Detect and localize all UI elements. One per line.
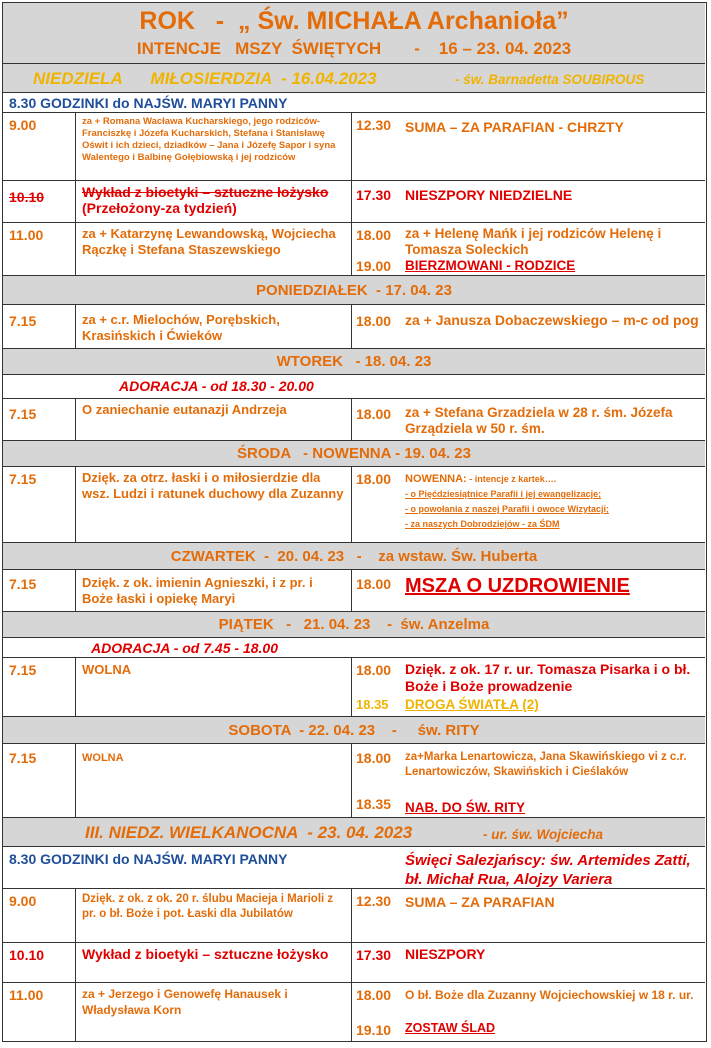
mass-intention [75,181,351,223]
mass-row [3,304,705,348]
mass-intention: WOLNA [75,658,351,717]
mass-row [3,942,705,982]
header [3,3,705,63]
saint-of-day: - ur. św. Wojciecha [483,827,604,842]
mass-row [3,743,705,817]
mass-row [3,569,705,611]
mass-time: 18.00 [356,662,392,678]
mass-time: 17.30 [351,181,399,223]
mass-time: 17.30 [351,943,399,983]
mass-row [3,466,705,542]
mass-intention: za + Janusza Dobaczewskiego – m-c od pog [405,312,699,328]
day-title: SOBOTA - 22. 04. 23 - św. RITY [228,722,480,739]
mass-time: 7.15 [9,313,37,329]
novena-intention: - o Pięćdziesiątnice Parafii i jej ewangelizacje; [405,489,602,499]
mass-row [3,982,705,1040]
mass-time: 18.00 [351,305,399,349]
day-title: CZWARTEK - 20. 04. 23 - za wstaw. Św. Huberta [170,548,538,565]
mass-time: 19.10 [356,1022,392,1038]
adoration-label: ADORACJA - od 7.45 - 18.00 [91,640,278,656]
schedule-sheet [2,2,707,1042]
mass-intention: za + Stefana Grzadziela w 28 r. śm. Józefa Grządziela w 50 r. śm. [405,405,673,436]
adoration-label: ADORACJA - od 18.30 - 20.00 [119,378,314,394]
adoration-row [3,637,705,657]
mass-intention: SUMA – ZA PARAFIAN [405,894,555,910]
mass-intention: O bł. Boże dla Zuzanny Wojciechowskiej w 18 r. ur. [405,988,694,1002]
adoration-row [3,374,705,398]
day-header-friday [3,611,705,637]
mass-intention: za + Jerzego i Genowefę Hanausek i Władysława Korn [75,983,351,1041]
mass-intention: NIESZPORY NIEDZIELNE [405,187,573,203]
mass-row [3,888,705,942]
mass-time: 10.10 [9,189,45,205]
day-header-tuesday [3,348,705,374]
mass-time: 11.00 [9,227,44,243]
page-subtitle: INTENCJE MSZY ŚWIĘTYCH - 16 – 23. 04. 2023 [136,39,572,58]
mass-intention: NAB. DO ŚW. RITY [405,800,526,815]
mass-row [3,222,705,275]
day-header-sunday-1 [3,63,705,92]
day-header-thursday [3,542,705,569]
page-title: ROK - „ Św. MICHAŁA Archanioła” [139,7,569,35]
mass-intention: O zaniechanie eutanazji Andrzeja [75,399,351,441]
novena-intentions [399,467,705,532]
mass-time: 18.35 [356,697,389,712]
mass-time: 18.00 [351,467,399,543]
mass-intention: Dzięk. z ok. z ok. 20 r. ślubu Macieja i Marioli z pr. o bł. Boże i pot. Łaski dla Jubilatów [75,889,351,943]
mass-intention: DROGA ŚWIATŁA (2) [405,697,539,712]
novena-note: - intencje z kartek…. [466,474,557,484]
day-header-sunday-2 [3,817,705,846]
mass-time: 18.00 [356,227,392,243]
mass-intention: za + c.r. Mielochów, Porębskich, Krasińskich i Ćwieków [75,305,351,349]
day-title: ŚRODA - NOWENNA - 19. 04. 23 [237,445,471,462]
mass-intention: Dzięk. z ok. 17 r. ur. Tomasza Pisarka i o bł. Boże i Boże prowadzenie [405,661,691,694]
mass-time: 18.00 [351,570,399,612]
mass-time: 9.00 [9,117,37,133]
mass-time: 9.00 [9,893,37,909]
day-header-saturday [3,716,705,743]
mass-row [3,180,705,222]
mass-intention: BIERZMOWANI - RODZICE [405,258,576,273]
mass-time: 10.10 [9,947,45,963]
mass-time: 7.15 [9,406,37,422]
day-header-monday [3,275,705,304]
novena-intention: - za naszych Dobrodziejów - za ŚDM [405,519,560,529]
mass-intention: za + Helenę Mańk i jej rodziców Helenę i Tomasza Soleckich [405,226,662,257]
salesian-saints: Święci Salezjańscy: św. Artemides Zatti, bł. Michał Rua, Alojzy Variera [405,852,691,888]
mass-intention: Dzięk. z ok. imienin Agnieszki, i z pr. i Boże łaski i opiekę Maryi [75,570,351,612]
mass-intention: SUMA – ZA PARAFIAN - CHRZTY [405,119,624,135]
mass-intention: WOLNA [75,744,351,818]
mass-time: 7.15 [9,662,37,678]
mass-time: 12.30 [351,889,399,943]
mass-time: 12.30 [351,113,399,181]
day-title: III. NIEDZ. WIELKANOCNA - 23. 04. 2023 [85,823,413,842]
mass-intention: za + Romana Wacława Kucharskiego, jego rodziców-Franciszkę i Józefa Kucharskich, Stefana i Stanisławę Oświt i ich dzieci, dziadków – Jana i Józefę Sapor i syna Walentego i Balbinę Gołębiowską i jej rodziców [75,113,351,181]
mass-intention: za + Katarzynę Lewandowską, Wojciecha Rączkę i Stefana Staszewskiego [75,223,351,276]
day-title: PONIEDZIAŁEK - 17. 04. 23 [256,282,452,299]
mass-intention: NIESZPORY [405,946,486,962]
godzinki-label: 8.30 GODZINKI do NAJŚW. MARYI PANNY [9,851,288,867]
novena-intention: - o powołania z naszej Parafii i owoce Wizytacji; [405,504,609,514]
mass-intention: za+Marka Lenartowicza, Jana Skawińskiego vi z c.r. Lenartowiczów, Skawińskich i Cieślaków [405,751,687,778]
mass-time: 7.15 [9,471,37,487]
saint-of-day: - św. Barnadetta SOUBIROUS [455,72,645,87]
mass-intention: MSZA O UZDROWIENIE [405,575,630,597]
mass-time: 7.15 [9,750,37,766]
mass-time: 7.15 [9,576,37,592]
day-title: WTOREK - 18. 04. 23 [276,353,432,370]
day-header-wednesday [3,440,705,466]
godzinki-row [3,846,705,888]
novena-heading: NOWENNA: [405,473,467,485]
godzinki-row [3,92,705,112]
mass-time: 18.00 [351,399,399,441]
mass-time: 11.00 [9,987,44,1003]
mass-intention: Dzięk. za otrz. łaski i o miłosierdzie dla wsz. Ludzi i ratunek duchowy dla Zuzanny [75,467,351,543]
mass-intention: ZOSTAW ŚLAD [405,1021,496,1035]
mass-time: 19.00 [356,258,392,274]
mass-time: 18.35 [356,796,392,812]
mass-row [3,112,705,180]
mass-time: 18.00 [356,987,392,1003]
cancelled-lecture: Wykład z bioetyki – sztuczne łożysko [82,184,329,200]
day-title: NIEDZIELA MIŁOSIERDZIA - 16.04.2023 [33,69,377,88]
mass-row [3,398,705,440]
mass-intention: Wykład z bioetyki – sztuczne łożysko [75,943,351,983]
mass-time: 18.00 [356,750,392,766]
mass-row [3,657,705,716]
postponed-note: (Przełożony-za tydzień) [82,200,237,216]
godzinki-label: 8.30 GODZINKI do NAJŚW. MARYI PANNY [9,95,288,111]
day-title: PIĄTEK - 21. 04. 23 - św. Anzelma [218,616,490,633]
